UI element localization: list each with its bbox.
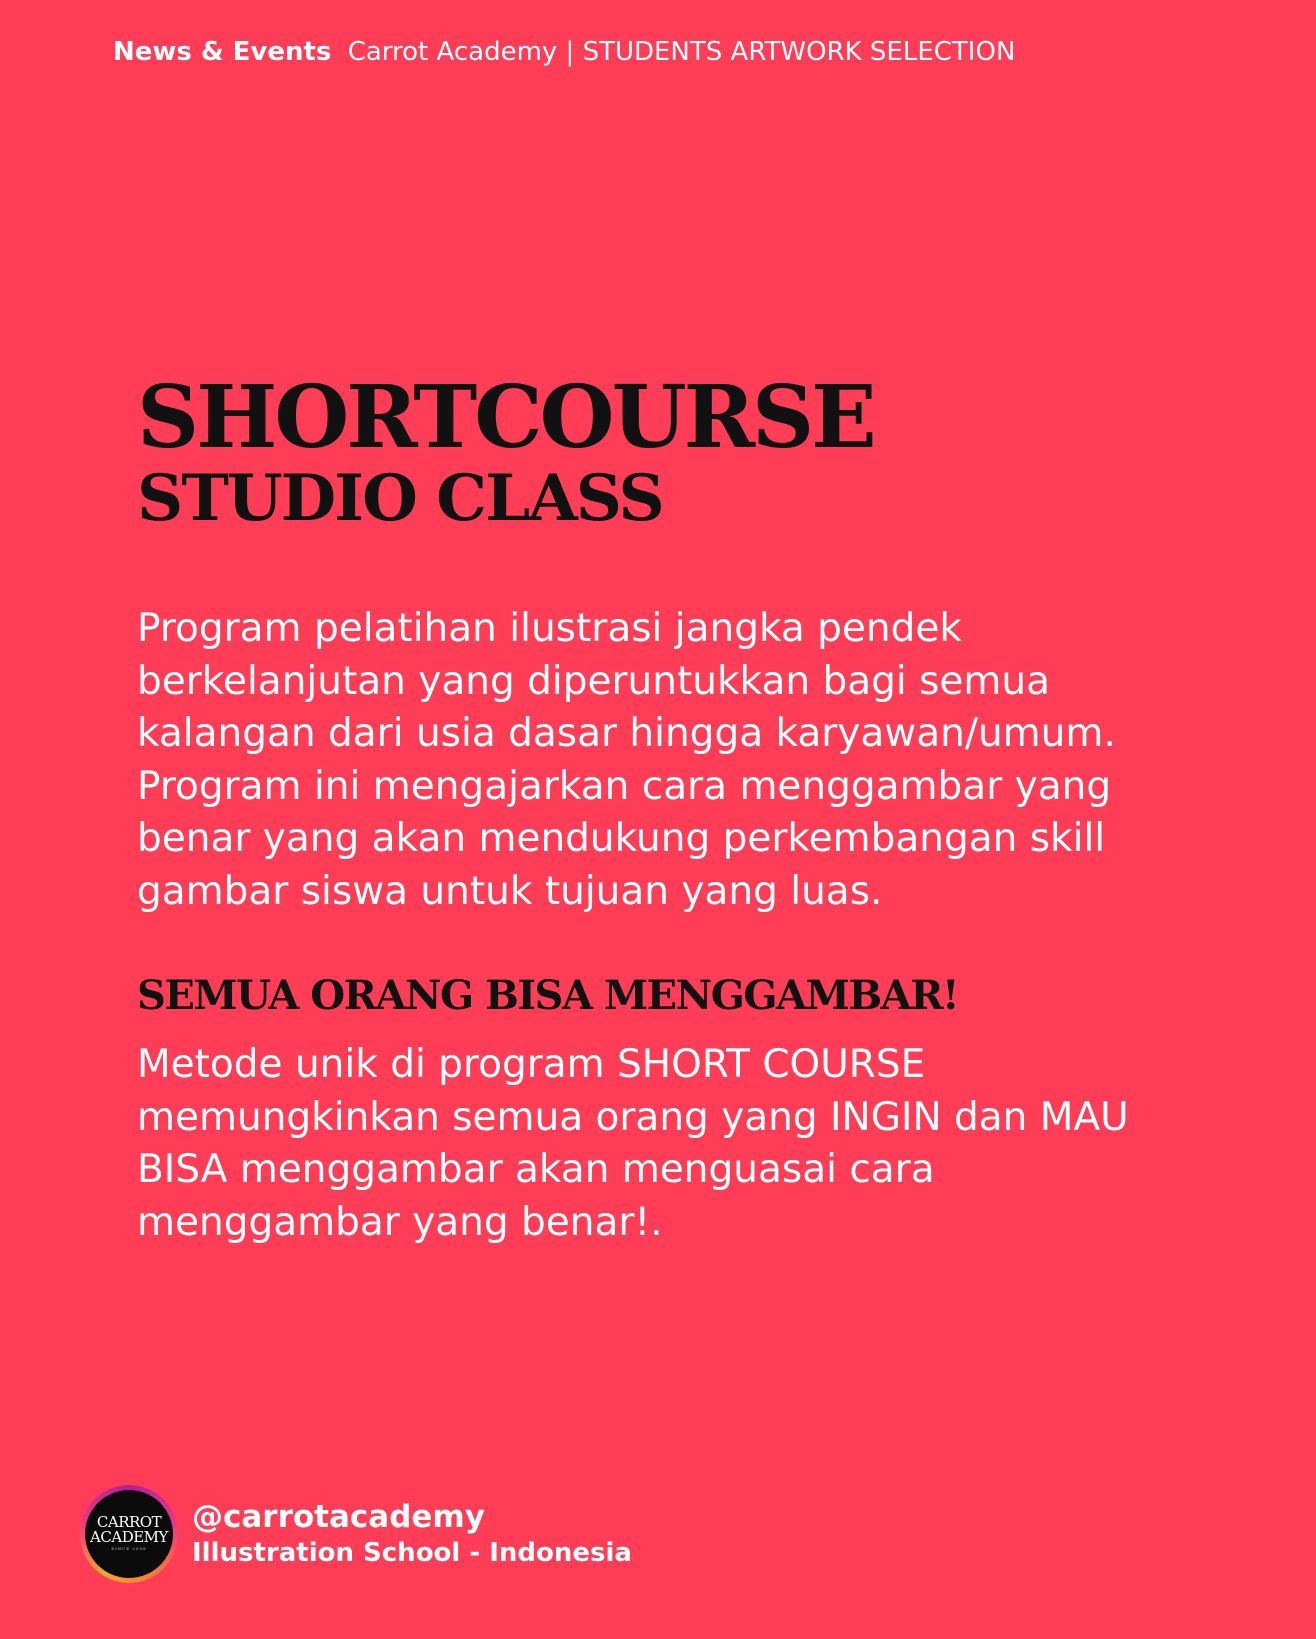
description-paragraph: Program pelatihan ilustrasi jangka pendek berkelanjutan yang diperuntukkan bagi semua kalangan dari usia dasar hingga karyawan/umum. Program ini mengajarkan cara menggambar yang benar yang akan mendukung perkembangan skill gambar siswa untuk tujuan yang luas. — [137, 606, 1116, 914]
header-section-label: News & Events — [113, 37, 332, 67]
carrot-academy-logo — [80, 1485, 178, 1583]
title-main: SHORTCOURSE — [137, 367, 874, 468]
logo-inner — [85, 1490, 173, 1578]
logo-line-2: ACADEMY — [90, 1528, 168, 1546]
header-title: Carrot Academy | STUDENTS ARTWORK SELECTION — [347, 37, 1016, 67]
title-sub: STUDIO CLASS — [137, 461, 663, 536]
footer — [80, 1484, 632, 1584]
social-handle: @carrotacademy — [192, 1499, 485, 1535]
course-title — [137, 367, 874, 536]
logo-line-1: CARROT — [96, 1513, 162, 1531]
method-paragraph: Metode unik di program SHORT COURSE memungkinkan semua orang yang INGIN dan MAU BISA menggambar akan menguasai cara menggambar yang benar!. — [137, 1042, 1129, 1245]
section-subheading: SEMUA ORANG BISA MENGGAMBAR! — [137, 972, 959, 1019]
footer-text — [192, 1498, 632, 1570]
school-tagline: Illustration School - Indonesia — [192, 1538, 632, 1568]
page-header — [113, 34, 1015, 70]
logo-since: SINCE 2008 — [111, 1546, 147, 1551]
